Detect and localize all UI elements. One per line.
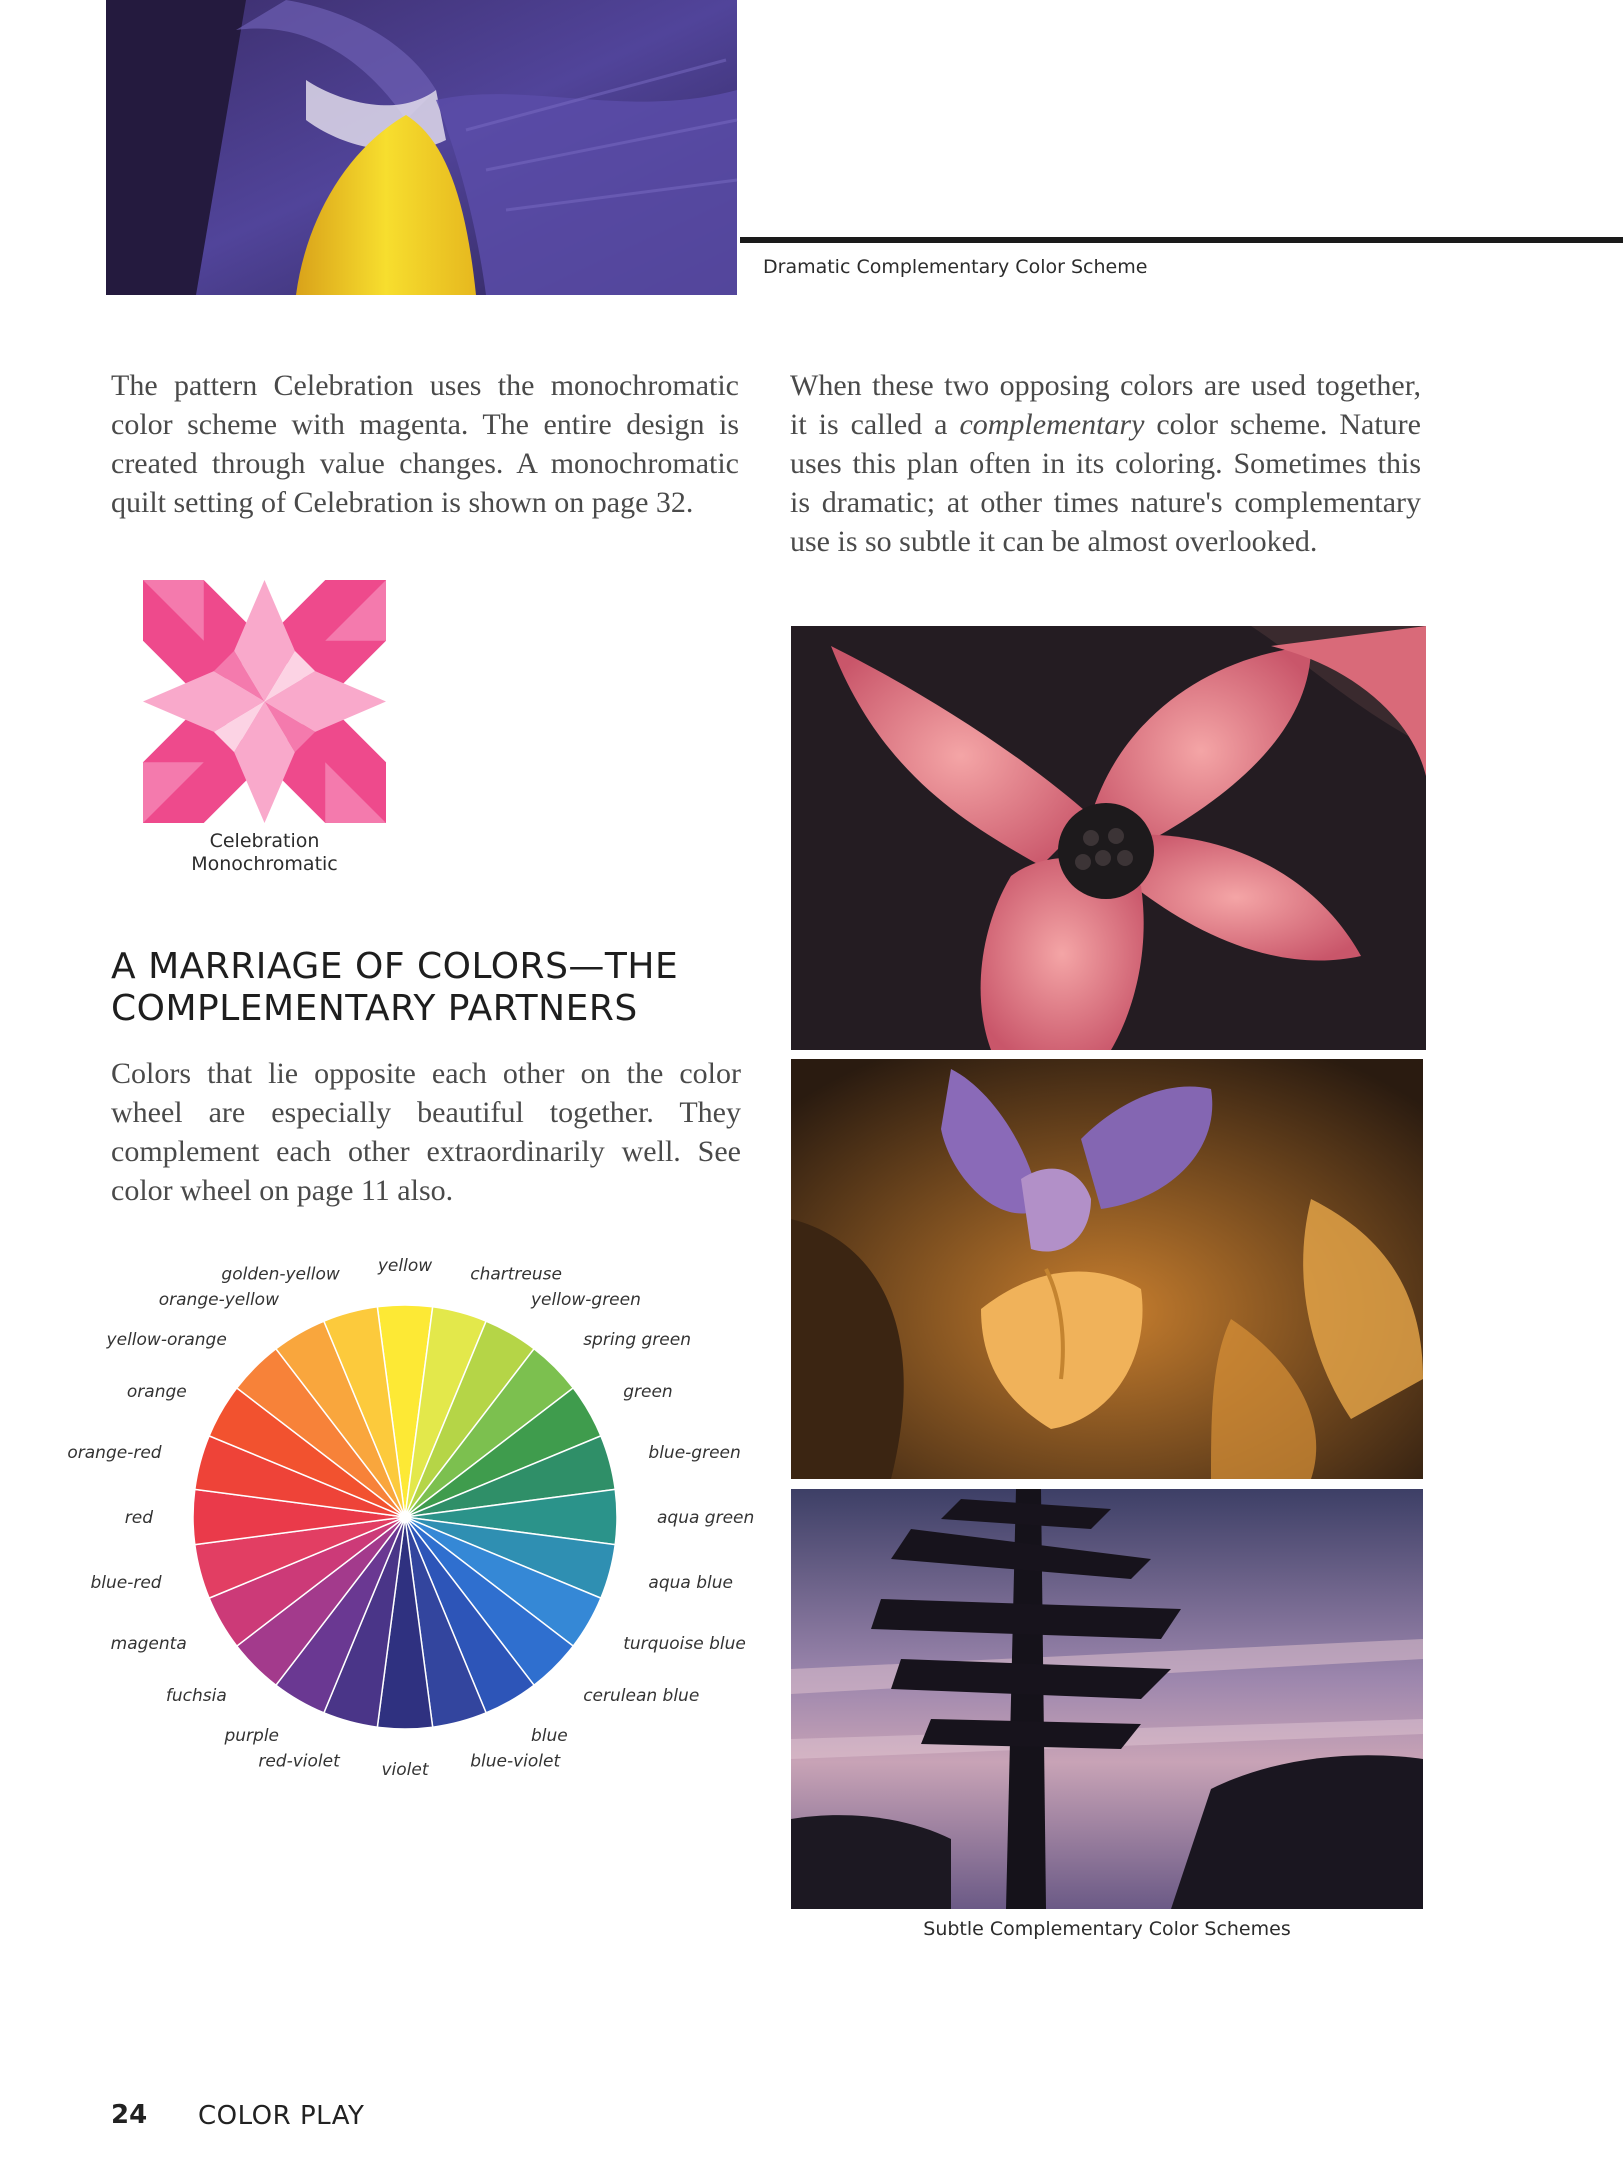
caption-rule bbox=[740, 237, 1623, 243]
section-heading-line1: A MARRIAGE OF COLORS—THE bbox=[111, 946, 679, 987]
wheel-label-magenta: magenta bbox=[110, 1634, 187, 1654]
purple-iris-photo bbox=[791, 1059, 1423, 1479]
color-wheel bbox=[67, 1240, 755, 1780]
complementary-term: complementary bbox=[959, 408, 1145, 441]
complementary-paragraph bbox=[790, 366, 1421, 561]
wheel-label-yellow-green: yellow-green bbox=[531, 1289, 641, 1310]
complementary-paragraph-part1: When these two opposing colors are used together, it is called a bbox=[790, 369, 1421, 441]
wheel-label-yellow-orange: yellow-orange bbox=[106, 1329, 227, 1350]
wheel-label-blue-violet: blue-violet bbox=[470, 1751, 561, 1772]
wheel-label-spring-green: spring green bbox=[583, 1329, 692, 1350]
wheel-label-blue-red: blue-red bbox=[90, 1573, 162, 1594]
color-wheel-graphic bbox=[67, 1240, 755, 1780]
wheel-label-orange: orange bbox=[126, 1382, 187, 1402]
quilt-caption bbox=[143, 830, 386, 876]
wheel-label-red-violet: red-violet bbox=[258, 1751, 340, 1772]
wheel-label-blue: blue bbox=[531, 1726, 568, 1747]
quilt-caption-line2: Monochromatic bbox=[191, 853, 338, 875]
celebration-paragraph: The pattern Celebration uses the monochromatic color scheme with magenta. The entire design is created through value changes. A monochromatic quilt setting of Celebration is shown on page 32. bbox=[111, 369, 739, 519]
section-heading bbox=[111, 946, 678, 1030]
wheel-label-orange-red: orange-red bbox=[67, 1442, 162, 1463]
quilt-caption-line1: Celebration bbox=[209, 830, 320, 852]
wheel-label-aqua-green: aqua green bbox=[657, 1508, 755, 1528]
wheel-label-golden-yellow: golden-yellow bbox=[221, 1264, 340, 1285]
dramatic-caption: Dramatic Complementary Color Scheme bbox=[763, 256, 1148, 278]
complementary-paragraph-part2: color scheme. Nature uses this plan often in its coloring. Sometimes this is dramatic; at other times nature's complementary use is so subtle it can be almost overlooked. bbox=[790, 408, 1421, 558]
wheel-label-orange-yellow: orange-yellow bbox=[158, 1289, 279, 1310]
wheel-label-fuchsia: fuchsia bbox=[165, 1686, 227, 1707]
section-heading-line2: COMPLEMENTARY PARTNERS bbox=[111, 988, 638, 1029]
wheel-label-red: red bbox=[124, 1508, 153, 1528]
tree-sunset-photo bbox=[791, 1489, 1423, 1909]
wheel-label-blue-green: blue-green bbox=[648, 1442, 741, 1463]
wheel-label-cerulean-blue: cerulean blue bbox=[583, 1686, 700, 1707]
wheel-label-turquoise-blue: turquoise blue bbox=[623, 1634, 746, 1654]
running-title: COLOR PLAY bbox=[198, 2101, 365, 2131]
wheel-label-aqua-blue: aqua blue bbox=[648, 1573, 733, 1594]
iris-closeup-photo bbox=[106, 0, 737, 295]
subtle-caption: Subtle Complementary Color Schemes bbox=[923, 1918, 1291, 1940]
wheel-label-green: green bbox=[623, 1382, 673, 1402]
dogwood-photo bbox=[791, 626, 1426, 1050]
wheel-label-chartreuse: chartreuse bbox=[470, 1264, 562, 1285]
celebration-quilt-block bbox=[143, 580, 386, 823]
section-paragraph: Colors that lie opposite each other on the color wheel are especially beautiful together. They complement each other extraordinarily well. See color wheel on page 11 also. bbox=[111, 1057, 741, 1207]
wheel-label-purple: purple bbox=[224, 1726, 279, 1747]
wheel-label-violet: violet bbox=[381, 1760, 429, 1780]
page-number: 24 bbox=[111, 2100, 148, 2130]
wheel-label-yellow: yellow bbox=[377, 1256, 433, 1276]
